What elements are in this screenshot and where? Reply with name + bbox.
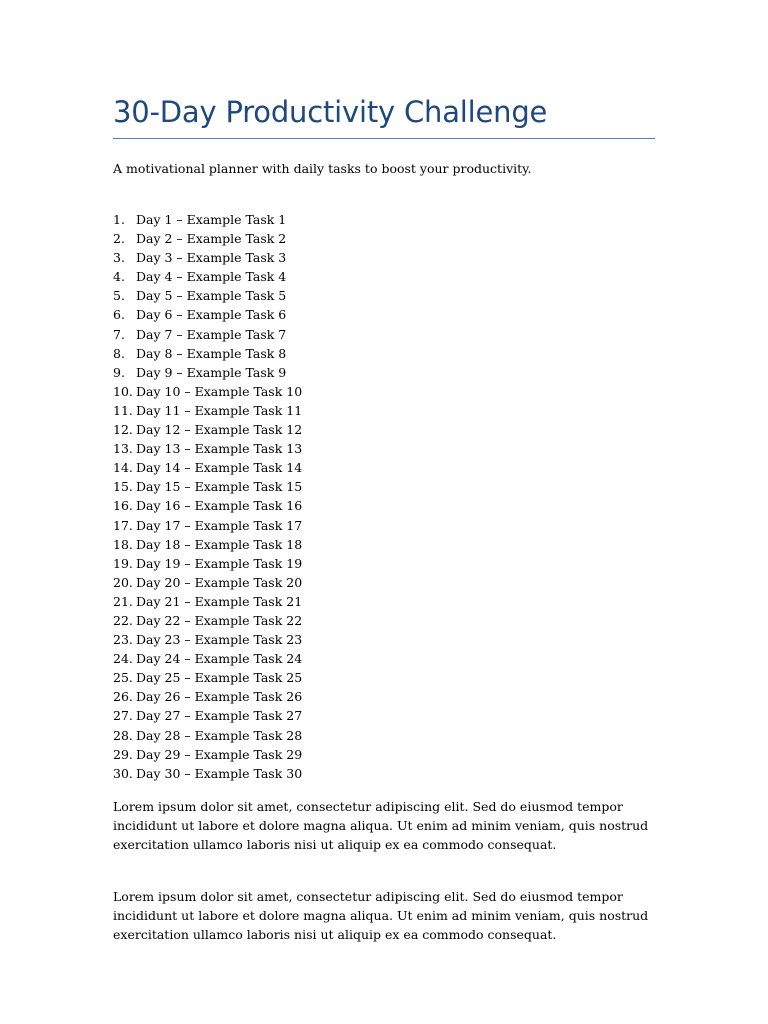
list-item-number: 11. [113, 402, 133, 418]
list-item-text: Day 28 – Example Task 28 [136, 727, 303, 743]
list-item-text: Day 10 – Example Task 10 [136, 383, 303, 399]
list-item-number: 16. [113, 498, 133, 514]
list-item-number: 6. [113, 307, 125, 323]
list-item-text: Day 30 – Example Task 30 [136, 765, 303, 781]
list-item-text: Day 24 – Example Task 24 [136, 651, 303, 667]
list-item [113, 344, 655, 363]
list-item-text: Day 18 – Example Task 18 [136, 536, 303, 552]
list-item [113, 363, 655, 382]
list-item-number: 29. [113, 746, 133, 762]
list-item-number: 3. [113, 250, 125, 266]
list-item [113, 554, 655, 573]
list-item-text: Day 14 – Example Task 14 [136, 460, 303, 476]
list-item-number: 9. [113, 364, 125, 380]
list-item-number: 4. [113, 269, 125, 285]
list-item-text: Day 12 – Example Task 12 [136, 422, 303, 438]
list-item-text: Day 29 – Example Task 29 [136, 746, 303, 762]
body-paragraph: Lorem ipsum dolor sit amet, consectetur adipiscing elit. Sed do eiusmod tempor incididunt ut labore et dolore magna aliqua. Ut enim ad minim veniam, quis nostrud exercitation ullamco laboris nisi ut aliquip ex ea commodo consequat. [113, 798, 649, 853]
list-item-number: 22. [113, 612, 133, 628]
list-item-number: 30. [113, 765, 133, 781]
list-item-text: Day 4 – Example Task 4 [136, 269, 287, 285]
list-item-text: Day 8 – Example Task 8 [136, 345, 287, 361]
list-item [113, 210, 655, 229]
list-item [113, 745, 655, 764]
list-item-text: Day 16 – Example Task 16 [136, 498, 303, 514]
list-item [113, 516, 655, 535]
list-item-number: 26. [113, 689, 133, 705]
list-item [113, 535, 655, 554]
list-item-number: 25. [113, 670, 133, 686]
list-item [113, 325, 655, 344]
list-item [113, 668, 655, 687]
document-body [113, 92, 655, 945]
list-item-text: Day 19 – Example Task 19 [136, 555, 303, 571]
list-item [113, 439, 655, 458]
list-item-text: Day 13 – Example Task 13 [136, 441, 303, 457]
list-item [113, 573, 655, 592]
list-item [113, 305, 655, 324]
list-item [113, 420, 655, 439]
list-item-number: 27. [113, 708, 133, 724]
document-title: 30-Day Productivity Challenge [113, 92, 655, 139]
list-item [113, 286, 655, 305]
list-item [113, 630, 655, 649]
list-item [113, 726, 655, 745]
list-item-number: 23. [113, 632, 133, 648]
list-item [113, 229, 655, 248]
list-item [113, 267, 655, 286]
list-item-number: 28. [113, 727, 133, 743]
list-item-text: Day 1 – Example Task 1 [136, 212, 287, 227]
list-item-text: Day 5 – Example Task 5 [136, 288, 287, 304]
body-paragraphs [113, 797, 655, 945]
list-item-text: Day 23 – Example Task 23 [136, 632, 303, 648]
list-item-text: Day 21 – Example Task 21 [136, 593, 303, 609]
list-item-number: 21. [113, 593, 133, 609]
list-item-number: 12. [113, 422, 133, 438]
list-item [113, 764, 655, 783]
list-item-number: 17. [113, 517, 133, 533]
list-item-text: Day 15 – Example Task 15 [136, 479, 303, 495]
list-item-text: Day 7 – Example Task 7 [136, 326, 287, 342]
list-item-number: 2. [113, 231, 125, 247]
list-item-text: Day 2 – Example Task 2 [136, 231, 287, 247]
list-item-text: Day 20 – Example Task 20 [136, 574, 303, 590]
list-item-number: 20. [113, 574, 133, 590]
list-item [113, 687, 655, 706]
list-item-number: 5. [113, 288, 125, 304]
list-item-text: Day 11 – Example Task 11 [136, 402, 303, 418]
list-item-number: 13. [113, 441, 133, 457]
list-item [113, 477, 655, 496]
list-item [113, 592, 655, 611]
list-item [113, 649, 655, 668]
body-paragraph: Lorem ipsum dolor sit amet, consectetur adipiscing elit. Sed do eiusmod tempor incididunt ut labore et dolore magna aliqua. Ut enim ad minim veniam, quis nostrud exercitation ullamco laboris nisi ut aliquip ex ea commodo consequat. [113, 888, 649, 943]
list-item-text: Day 22 – Example Task 22 [136, 612, 303, 628]
list-item-number: 24. [113, 651, 133, 667]
list-item [113, 496, 655, 515]
list-item-number: 1. [113, 212, 125, 227]
document-subtitle: A motivational planner with daily tasks to boost your productivity. [113, 161, 532, 176]
list-item-number: 7. [113, 326, 125, 342]
list-item-number: 15. [113, 479, 133, 495]
list-item [113, 706, 655, 725]
list-item [113, 248, 655, 267]
list-item-text: Day 17 – Example Task 17 [136, 517, 303, 533]
list-item-number: 18. [113, 536, 133, 552]
list-item-text: Day 9 – Example Task 9 [136, 364, 287, 380]
list-item [113, 382, 655, 401]
list-item [113, 401, 655, 420]
task-list [113, 210, 655, 783]
list-item-text: Day 26 – Example Task 26 [136, 689, 303, 705]
list-item-number: 19. [113, 555, 133, 571]
list-item-text: Day 6 – Example Task 6 [136, 307, 287, 323]
list-item-number: 10. [113, 383, 133, 399]
list-item-text: Day 27 – Example Task 27 [136, 708, 303, 724]
list-item [113, 458, 655, 477]
list-item [113, 611, 655, 630]
list-item-text: Day 3 – Example Task 3 [136, 250, 287, 266]
list-item-number: 14. [113, 460, 133, 476]
list-item-number: 8. [113, 345, 125, 361]
list-item-text: Day 25 – Example Task 25 [136, 670, 303, 686]
